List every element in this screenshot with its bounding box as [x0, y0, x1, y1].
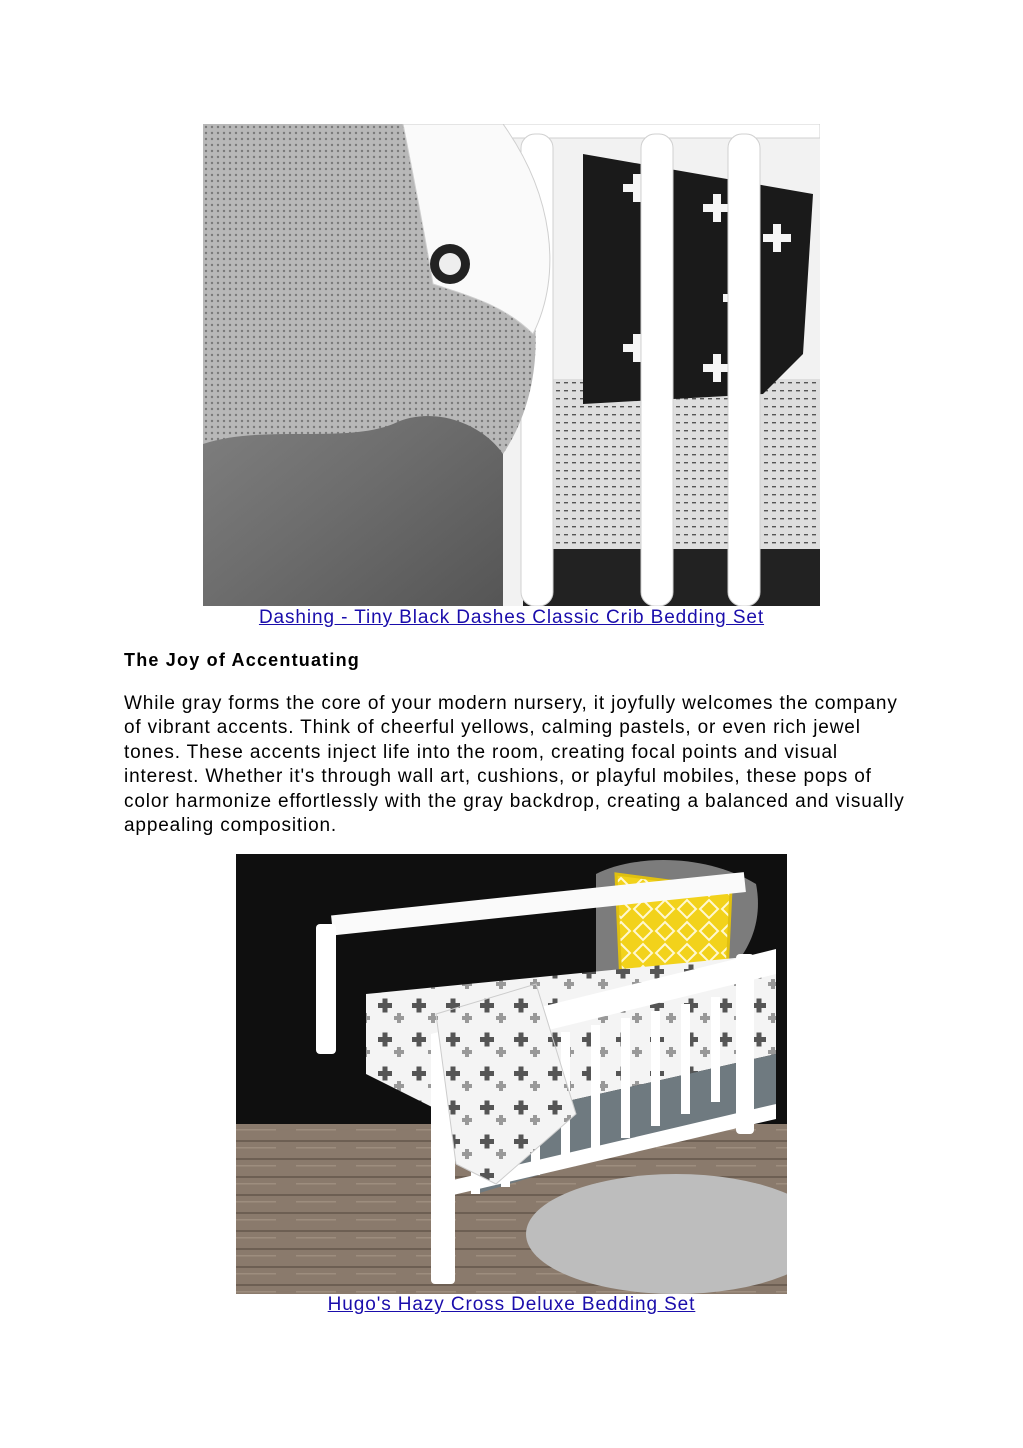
section-paragraph: While gray forms the core of your modern nursery, it joyfully welcomes the company of vibrant accents. Think of cheerful yellows, calming pastels, or even rich jewel tones. These accents inject life into the room, creating focal points and visual interest. Whether it's through wall art, cushions, or playful mobiles, these pops of color harmonize effortlessly with the gray backdrop, creating a balanced and visually appealing composition.	[124, 693, 905, 837]
figure1-caption-link[interactable]: Dashing - Tiny Black Dashes Classic Crib Bedding Set	[258, 607, 765, 628]
figure2-caption-link[interactable]: Hugo's Hazy Cross Deluxe Bedding Set	[327, 1294, 696, 1315]
section-heading: The Joy of Accentuating	[124, 650, 360, 670]
nursery-crib-photo	[236, 854, 787, 1294]
crib-bedding-photo	[203, 124, 820, 606]
